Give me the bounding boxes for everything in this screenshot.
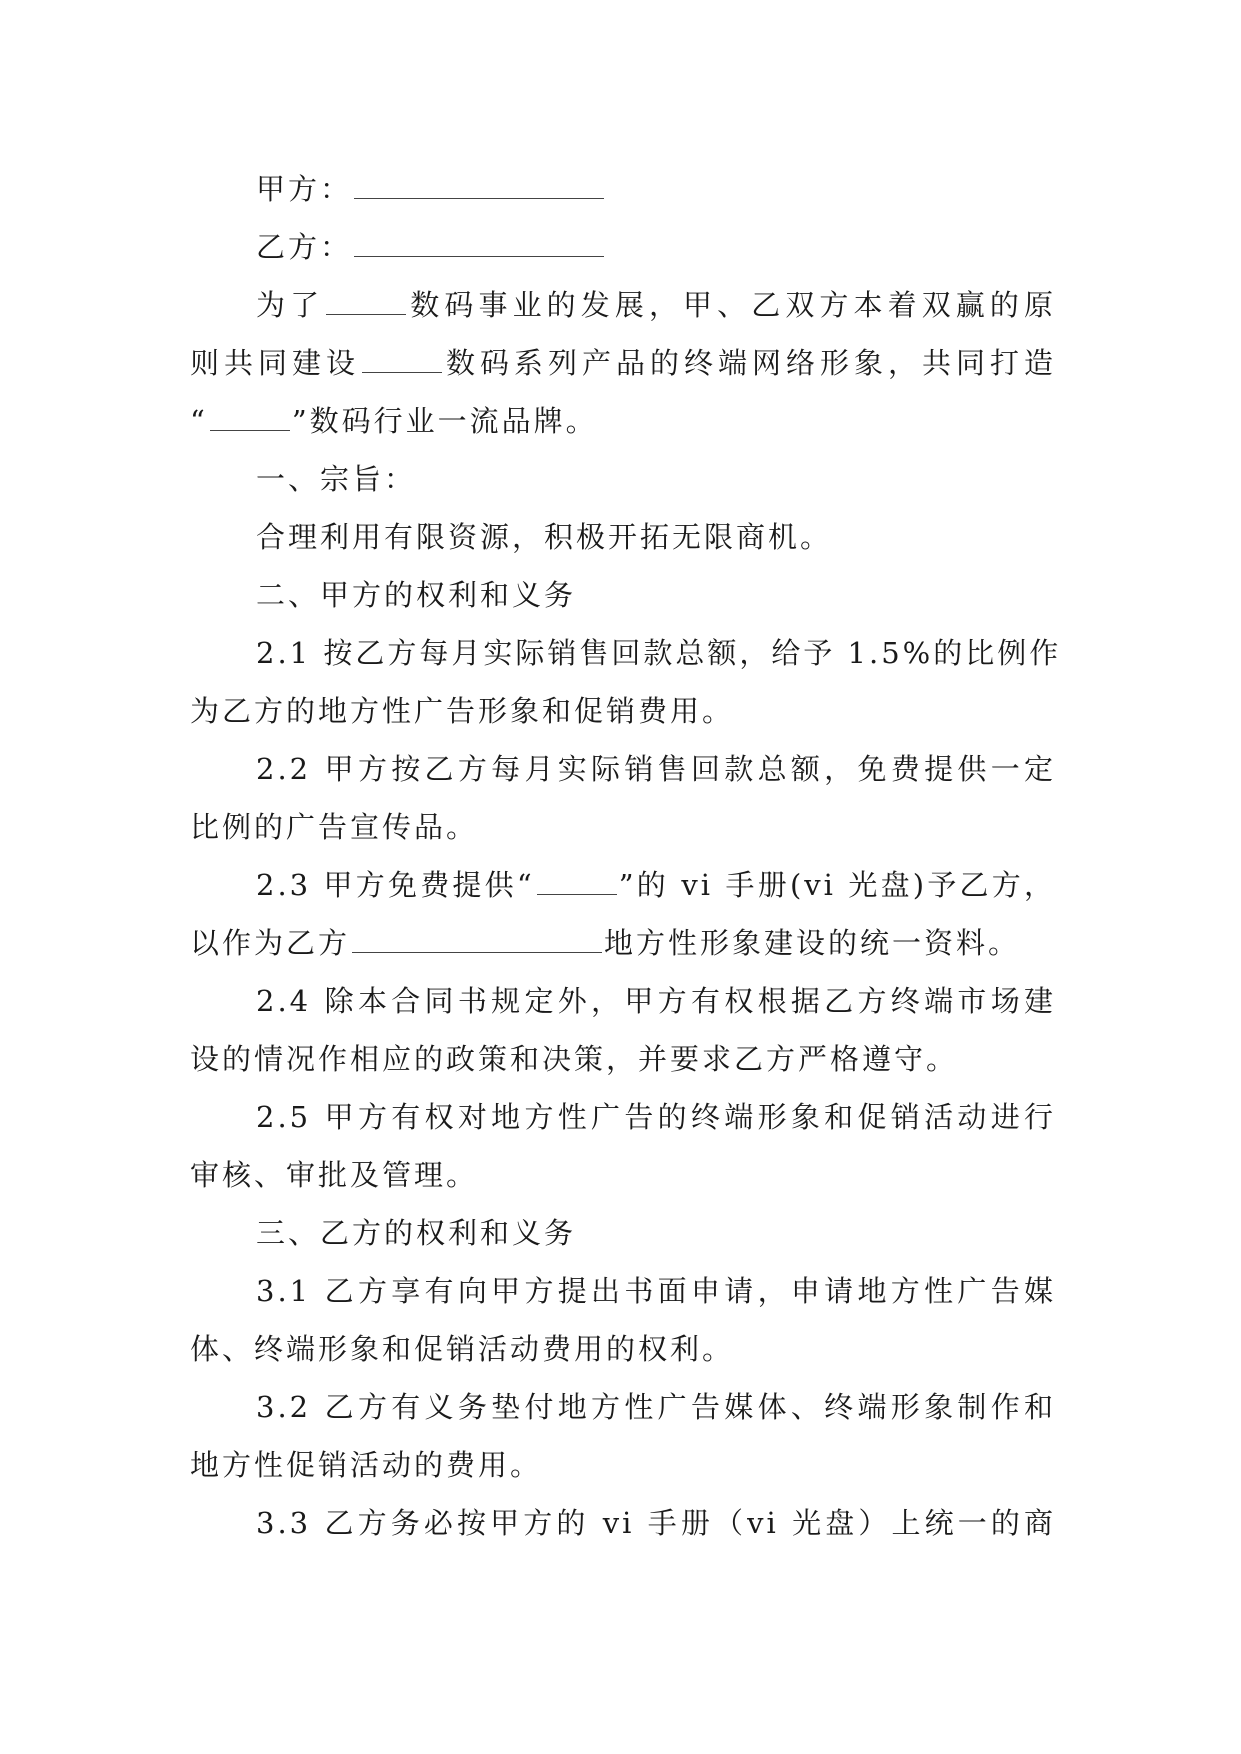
- clause-2-2-line-1: 2.2 甲方按乙方每月实际销售回款总额，免费提供一定: [256, 752, 1056, 786]
- clause-2-3-line-1: [190, 856, 1056, 914]
- clause-2-4-line-1: 2.4 除本合同书规定外，甲方有权根据乙方终端市场建: [256, 984, 1056, 1018]
- clause-3-2-line-2: 地方性促销活动的费用。: [190, 1448, 543, 1482]
- intro-text: 为了: [256, 288, 325, 322]
- intro-blank: [210, 408, 290, 431]
- intro-text: 数码系列产品的终端网络形象，共同打造: [444, 346, 1056, 380]
- party-a-label: 甲方：: [256, 172, 353, 206]
- party-a-line: [190, 160, 1056, 218]
- section-1-title: 一、宗旨：: [256, 462, 417, 496]
- intro-blank: [326, 292, 406, 315]
- clause-2-1-line-2: 为乙方的地方性广告形象和促销费用。: [190, 694, 735, 728]
- clause-3-1-line-2: 体、终端形象和促销活动费用的权利。: [190, 1332, 735, 1366]
- region-blank: [352, 930, 602, 953]
- clause-3-3-line-1: 3.3 乙方务必按甲方的 vi 手册（vi 光盘）上统一的商: [256, 1506, 1056, 1540]
- party-b-label: 乙方：: [256, 230, 353, 264]
- intro-blank: [362, 350, 442, 373]
- clause-3-1-line-1: 3.1 乙方享有向甲方提出书面申请，申请地方性广告媒: [256, 1274, 1056, 1308]
- clause-2-5-line-1: 2.5 甲方有权对地方性广告的终端形象和促销活动进行: [256, 1100, 1056, 1134]
- intro-line-3: [190, 392, 1056, 450]
- section-3-title: 三、乙方的权利和义务: [256, 1216, 577, 1250]
- intro-text: “: [190, 404, 208, 438]
- intro-text: ”数码行业一流品牌。: [291, 404, 598, 438]
- party-b-line: [190, 218, 1056, 276]
- section-1-text: 合理利用有限资源，积极开拓无限商机。: [256, 520, 833, 554]
- clause-text: 以作为乙方: [190, 926, 351, 960]
- brand-blank: [537, 872, 617, 895]
- intro-line-2: [190, 334, 1056, 392]
- party-a-blank: [354, 176, 604, 199]
- clause-2-5-line-2: 审核、审批及管理。: [190, 1158, 479, 1192]
- clause-2-2-line-2: 比例的广告宣传品。: [190, 810, 479, 844]
- clause-3-2-line-1: 3.2 乙方有义务垫付地方性广告媒体、终端形象制作和: [256, 1390, 1056, 1424]
- clause-2-1-line-1: 2.1 按乙方每月实际销售回款总额，给予 1.5%的比例作: [256, 636, 1062, 670]
- document-page: [190, 160, 1062, 1552]
- intro-text: 则共同建设: [190, 346, 360, 380]
- clause-text: ”的 vi 手册(vi 光盘)予乙方，: [618, 868, 1056, 902]
- intro-line-1: [190, 276, 1056, 334]
- section-2-title: 二、甲方的权利和义务: [256, 578, 577, 612]
- intro-text: 数码事业的发展，甲、乙双方本着双赢的原: [408, 288, 1056, 322]
- clause-text: 地方性形象建设的统一资料。: [604, 926, 1021, 960]
- clause-2-4-line-2: 设的情况作相应的政策和决策，并要求乙方严格遵守。: [190, 1042, 959, 1076]
- clause-text: 2.3 甲方免费提供“: [256, 868, 535, 902]
- clause-2-3-line-2: [190, 914, 1056, 972]
- party-b-blank: [354, 234, 604, 257]
